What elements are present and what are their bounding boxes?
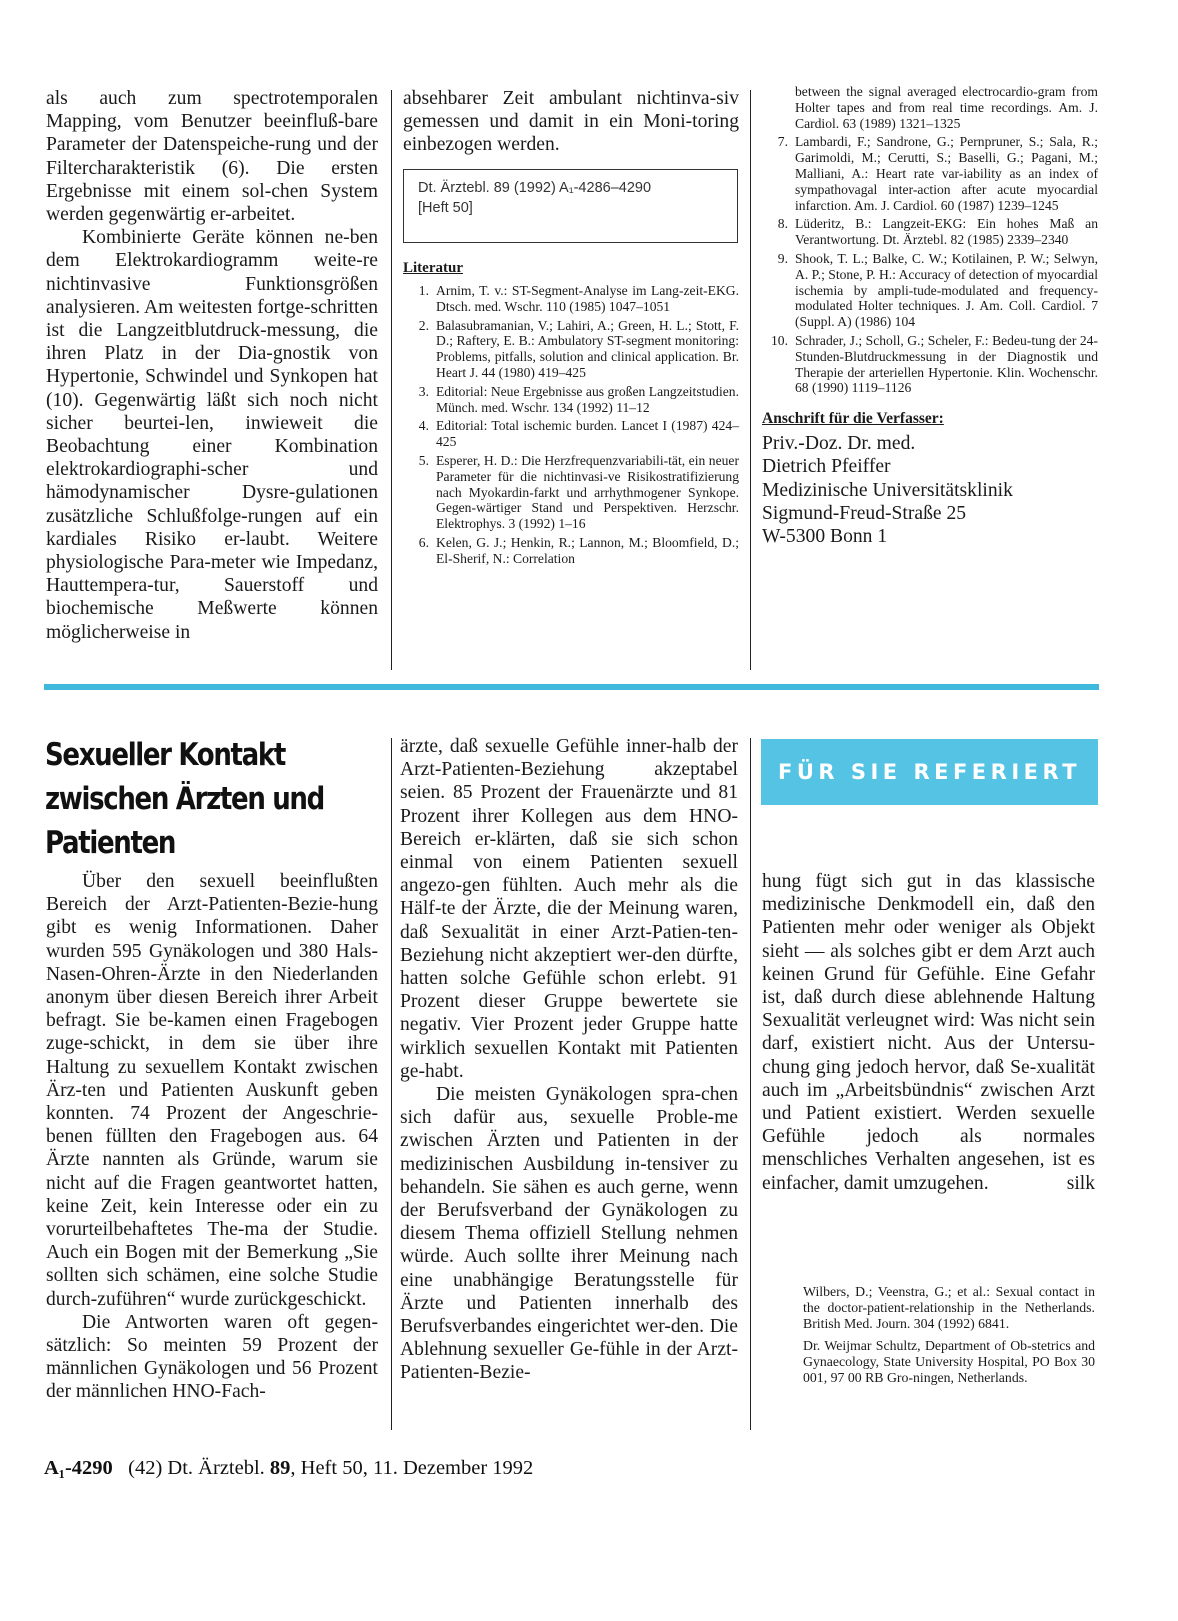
paragraph-text: hung fügt sich gut in das klassische medizinische Denkmodell ein, daß den Patienten mehr oder weniger als Objekt sieht — als solches gibt er dem Arzt auch keinen Grund für Gefühle. Eine Gefahr ist, daß durch diese ablehnende Haltung Sexualität verleugnet wird: Was nicht sein darf, existiert nicht. Aus der Untersu-chung ging jedoch hervor, daß Se-xualität auch im „Arbeitsbündnis“ zwischen Arzt und Patient existiert. Werden sexuelle Gefühle jedoch als normales menschliches Verhalten angesehen, ist es einfacher, damit umzugehen. (762, 871, 1095, 1194)
address-heading: Anschrift für die Verfasser: (762, 410, 944, 428)
reference-number: 1. (418, 283, 429, 298)
reference-number: 7. (777, 134, 788, 150)
lower-column-3 (762, 870, 1095, 1195)
reference-text: Esperer, H. D.: Die Herzfrequenzvariabili-tät, ein neuer Parameter für die nichtinvasi-ve Risikostratifizierung nach Myokardin-farkt und arrhythmogener Synkope. Gegen-wärtiger Stand und Perspektiven. Herzschr. Elektrophys. 3 (1992) 1–16 (436, 452, 739, 532)
reference-text: Shook, T. L.; Balke, C. W.; Kotilainen, P. W.; Selwyn, A. P.; Stone, P. H.: Accuracy of detection of myocardial ischemia by ampli-tude-modulated and frequency-modulated Holter techniques. J. Am. Coll. Cardiol. 7 (Suppl. A) (1986) 104 (795, 250, 1098, 330)
citation-box (403, 169, 738, 243)
paragraph: Über den sexuell beeinflußten Bereich der Arzt-Patienten-Bezie-hung gibt es wenig Informationen. Daher wurden 595 Gynäkologen und 380 Hals-Nasen-Ohren-Ärzte in den Niederlanden anonym über diesen Bereich ihrer Arbeit befragt. Sie be-kamen einen Fragebogen zuge-schickt, in dem sie über ihre Haltung zu sexuellem Kontakt zwischen Ärz-ten und Patienten Auskunft geben konnten. 74 Prozent der Angeschrie-benen füllten den Fragebogen aus. 64 Ärzte nannten als Gründe, warum sie nicht auf die Fragen geantwortet hatten, keine Zeit, kein Interesse oder ein zu vorurteilbehaftetes The-ma der Studie. Auch ein Bogen mit der Bemerkung „Sie sollten sich schämen, eine solche Studie durch-zuführen“ wurde zurückgeschickt. (46, 871, 378, 1310)
address-line: Dietrich Pfeiffer (762, 456, 891, 478)
reference-item (403, 535, 739, 567)
literature-section (403, 260, 739, 570)
address-line: Medizinische Universitätsklinik (762, 479, 1013, 501)
reference-number: 5. (418, 452, 429, 468)
citation-line: Dt. Ärztebl. 89 (1992) A₁-4286–4290 (418, 180, 652, 196)
paragraph: Kombinierte Geräte können ne-ben dem Elektrokardiogramm weite-re nichtinvasive Funktionsgrößen analysieren. Am weitesten fortge-schritten ist die Langzeitblutdruck-messung, die ihren Platz in der Dia-gnostik von Hypertonie, Schwindel und Synkopen hat (10). Gegenwärtig läßt sich noch nicht sicher beurtei-len, inwieweit die Beobachtung einer Kombination elektrokardiographi-scher und hämodynamischer Dysre-gulationen zusätzliche Schlußfolge-rungen auf ein kardiales Risiko er-laubt. Weitere physiologische Para-meter wie Impedanz, Hauttempera-tur, Sauerstoff und biochemische Meßwerte können möglicherweise in (46, 227, 378, 643)
page-footer (44, 1455, 533, 1481)
upper-column-3 (762, 84, 1098, 548)
source-reference (803, 1284, 1095, 1386)
reference-item (403, 453, 739, 532)
paragraph: ärzte, daß sexuelle Gefühle inner-halb der Arzt-Patienten-Beziehung akzeptabel seien. 85 Prozent der Frauenärzte und 81 Prozent ihrer Kollegen aus dem HNO-Bereich er-klärten, daß sie sich schon einmal von einem Patienten sexuell angezo-gen fühlten. Auch mehr als die Hälf-te der Ärzte, die der Meinung waren, daß Sexualität in einer Arzt-Patien-ten-Beziehung nicht akzeptiert wer-den dürfte, hatten solche Gefühle schon erlebt. 91 Prozent dieser Gruppe bewertete sie negativ. Vier Prozent jeder Gruppe hatte wirklich sexuellen Kontakt mit Patienten ge-habt. (400, 736, 738, 1082)
upper-column-1 (46, 87, 378, 644)
reference-text: Lüderitz, B.: Langzeit-EKG: Ein hohes Maß an Verantwortung. Dt. Ärztebl. 82 (1985) 2339–2340 (795, 216, 1098, 248)
reference-text: Balasubramanian, V.; Lahiri, A.; Green, H. L.; Stott, F. D.; Raftery, E. B.: Ambulatory ST-segment monitoring: Problems, pitfalls, solution and clinical application. Br. Heart J. 44 (1980) 419–425 (436, 317, 739, 380)
author-contact: Dr. Weijmar Schultz, Department of Ob-stetrics and Gynaecology, State University Hospital, PO Box 30 001, 97 00 RB Gro-ningen, Netherlands. (803, 1338, 1095, 1385)
reference-number: 4. (418, 418, 429, 434)
reference-number: 3. (418, 383, 429, 399)
reference-number: 8. (777, 216, 788, 232)
article-headline (45, 733, 385, 865)
address-line: W-5300 Bonn 1 (762, 525, 888, 547)
footer-journal: (42) Dt. Ärztebl. (128, 1457, 265, 1479)
address-line: Sigmund-Freud-Straße 25 (762, 502, 967, 524)
reference-item (762, 216, 1098, 248)
lower-column-2 (400, 735, 738, 1385)
column-divider (391, 738, 392, 1430)
footer-volume: 89 (269, 1457, 291, 1479)
reference-text: Kelen, G. J.; Henkin, R.; Lannon, M.; Bloomfield, D.; El-Sherif, N.: Correlation (436, 534, 739, 566)
reference-list (403, 283, 739, 567)
reference-item (762, 251, 1098, 330)
source-citation: Wilbers, D.; Veenstra, G.; et al.: Sexual contact in the doctor-patient-relationship in the Netherlands. British Med. Journ. 304 (1992) 6841. (803, 1284, 1095, 1331)
headline-line: zwischen Ärzten und (45, 781, 324, 817)
headline-line: Sexueller Kontakt (45, 737, 285, 773)
reference-number: 2. (418, 317, 429, 333)
reference-text: Editorial: Total ischemic burden. Lancet I (1987) 424–425 (436, 418, 739, 450)
reference-text: Schrader, J.; Scholl, G.; Scheler, F.: Bedeu-tung der 24-Stunden-Blutdruckmessung in der Diagnostik und Therapie der arteriellen Hypertonie. Klin. Wochenschr. 68 (1990) 1119–1126 (795, 332, 1098, 396)
reference-number: 9. (777, 250, 788, 266)
reference-text: Editorial: Neue Ergebnisse aus großen Langzeitstudien. Münch. med. Wschr. 134 (1992) 11–12 (436, 383, 739, 415)
reference-text: Lambardi, F.; Sandrone, G.; Pernpruner, S.; Sala, R.; Garimoldi, M.; Cerutti, S.; Baselli, G.; Pagani, M.; Malliani, A.: Heart rate var-iability as an index of sympathovagal inter-action after acute myocardial infarction. Am. J. Cardiol. 60 (1987) 1239–1245 (795, 134, 1098, 213)
paragraph: Die meisten Gynäkologen spra-chen sich dafür aus, sexuelle Proble-me zwischen Ärzten und Patienten in der medizinischen Ausbildung in-tensiver zu behandeln. Sie sähen es auch gerne, wenn der Berufsverband der Gynäkologen zu diesem Thema offiziell Stellung nehmen würde. Auch sollte ihrer Meinung nach eine unabhängige Beratungsstelle für Ärzte und Patienten innerhalb des Berufsverbandes eingerichtet wer-den. Die Ablehnung sexueller Ge-fühle in der Arzt-Patienten-Bezie- (400, 1084, 738, 1384)
lower-column-1 (46, 870, 378, 1404)
paragraph: als auch zum spectrotemporalen Mapping, vom Benutzer beeinfluß-bare Parameter der Datenspeiche-rung und der Filtercharakteristik (6). Die ersten Ergebnisse mit einem sol-chen System werden gegenwärtig er-arbeitet. (46, 88, 378, 226)
reference-number: 10. (771, 332, 788, 348)
upper-column-2 (403, 87, 739, 157)
page-code: A₁-4290 (44, 1457, 113, 1479)
paragraph: Die Antworten waren oft gegen-sätzlich: So meinten 59 Prozent der männlichen Gynäkologen und 56 Prozent der männlichen HNO-Fach- (46, 1311, 378, 1403)
reference-item (762, 134, 1098, 213)
reference-continuation: between the signal averaged electrocardio-gram from Holter tapes and from real time recordings. Am. J. Cardiol. 63 (1989) 1321–1325 (795, 84, 1098, 131)
reference-list (762, 134, 1098, 396)
address-line: Priv.-Doz. Dr. med. (762, 433, 916, 455)
reference-text: Arnim, T. v.: ST-Segment-Analyse im Lang-zeit-EKG. Dtsch. med. Wschr. 110 (1985) 1047–1051 (436, 283, 739, 314)
reference-item (403, 384, 739, 416)
section-banner: FÜR SIE REFERIERT (761, 739, 1098, 805)
reference-item (403, 418, 739, 450)
citation-issue: [Heft 50] (418, 200, 473, 216)
reference-number: 6. (418, 534, 429, 550)
author-signature: silk (1066, 1172, 1095, 1194)
section-divider (44, 684, 1099, 690)
literature-heading: Literatur (403, 260, 463, 276)
column-divider (750, 90, 751, 670)
paragraph: absehbarer Zeit ambulant nichtinva-siv gemessen und damit in ein Moni-toring einbezogen werden. (403, 88, 739, 156)
author-address (762, 432, 1098, 548)
paragraph (762, 870, 1095, 1195)
column-divider (391, 90, 392, 670)
headline-line: Patienten (45, 825, 176, 861)
column-divider (750, 738, 751, 1430)
footer-issue-date: , Heft 50, 11. Dezember 1992 (290, 1457, 534, 1479)
reference-item (403, 318, 739, 381)
reference-item (762, 333, 1098, 396)
reference-item (403, 283, 739, 315)
